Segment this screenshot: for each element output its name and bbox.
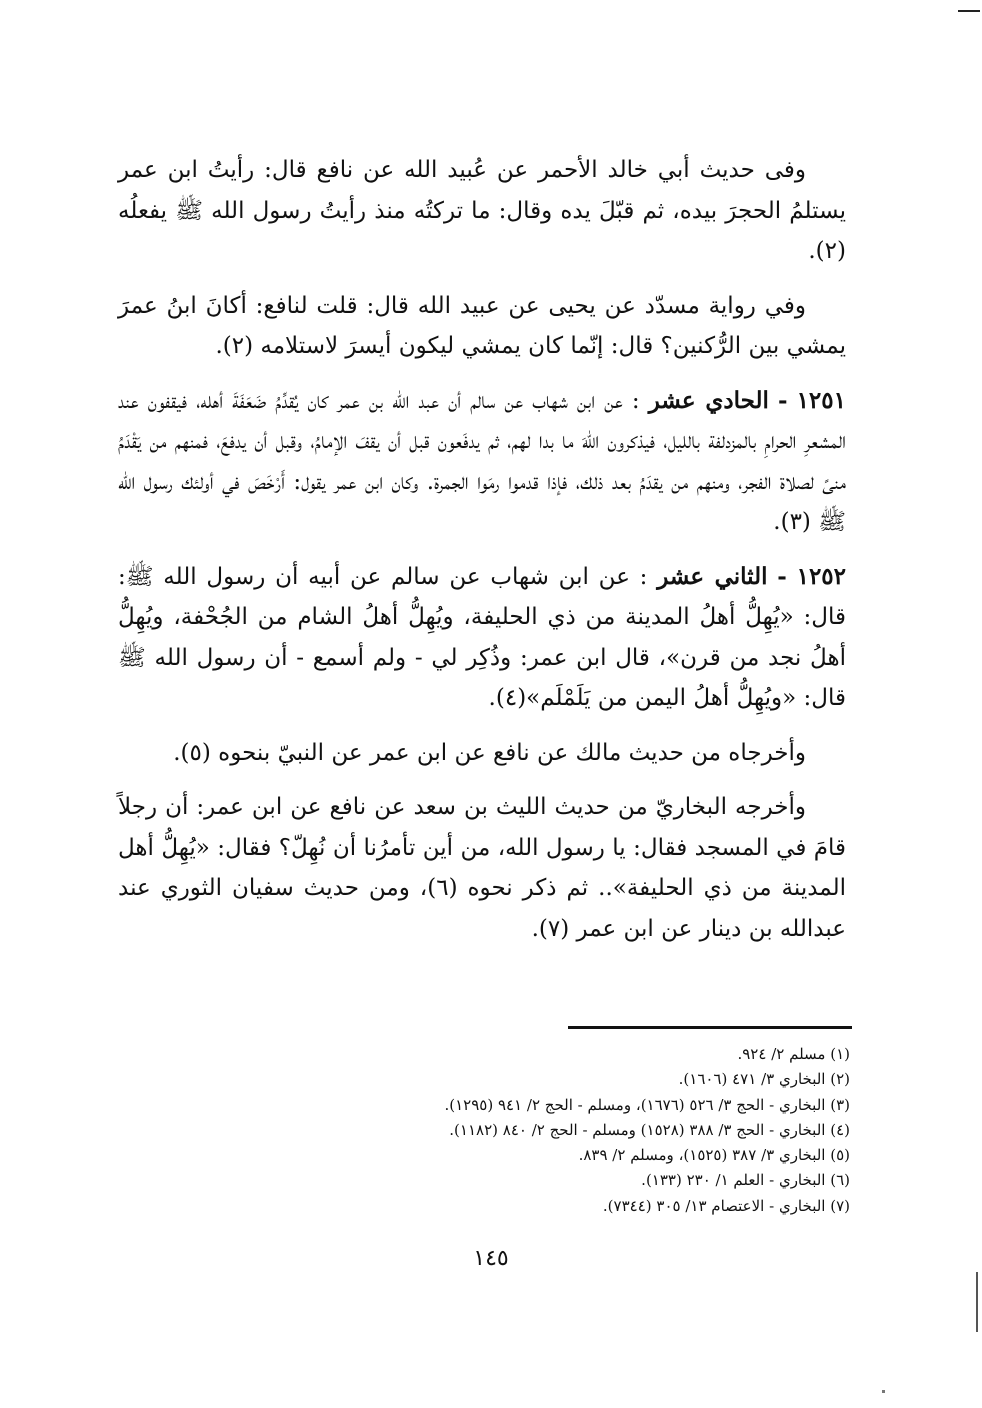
hadith-1252 [118, 557, 846, 719]
paragraph-text: وأخرجه البخاريّ من حديث الليث بن سعد عن نافع عن ابن عمر: أن رجلاً قامَ في المسجد فقال: يا رسول الله، من أين تأمرُنا أن نُهِلّ؟ فقال: «يُهِلُّ أهل المدينة من ذي الحليفة».. ثم ذكر نحوه (٦)، ومن حديث سفيان الثوري عند عبدالله بن دينار عن ابن عمر (٧). [118, 794, 846, 942]
hadith-heading: الحادي عشر [648, 386, 769, 414]
paragraph-musaddad [118, 286, 846, 367]
paragraph-text: وفي رواية مسدّد عن يحيى عن عبيد الله قال: قلت لنافع: أكانَ ابنُ عمرَ يمشي بين الرُّكنين؟ قال: إنّما كان يمشي ليكون أيسرَ لاستلامه (٢). [118, 292, 846, 359]
footnote-item: (٦) البخاري - العلم ١/ ٢٣٠ (١٣٣). [641, 1171, 850, 1190]
scan-speck [882, 1390, 885, 1393]
page-body [118, 150, 846, 963]
paragraph-malik [118, 733, 846, 774]
hadith-dash: - [777, 386, 788, 414]
hadith-text: : عن ابن شهاب عن سالم عن أبيه أن رسول الله ﷺ: قال: «يُهِلُّ أهلُ المدينة من ذي الحليفة، ويُهِلُّ أهلُ الشام من الجُحْفة، ويُهِلُّ أهلُ نجد من قرن»، قال ابن عمر: وذُكِر لي - ولم أسمع - أن رسول الله ﷺ قال: «ويُهِلُّ أهلُ اليمن من يَلَمْلَم»(٤). [118, 563, 846, 711]
footnote-item: (٥) البخاري ٣/ ٣٨٧ (١٥٢٥)، ومسلم ٢/ ٨٣٩. [578, 1146, 850, 1165]
top-corner-rule [958, 10, 980, 12]
footnote-item: (٣) البخاري - الحج ٣/ ٥٢٦ (١٦٧٦)، ومسلم - الحج ٢/ ٩٤١ (١٢٩٥). [444, 1095, 850, 1114]
hadith-dash: - [777, 562, 787, 590]
paragraph-bukhari [118, 787, 846, 949]
footnote-item: (٧) البخاري - الاعتصام ١٣/ ٣٠٥ (٧٣٤٤). [602, 1196, 850, 1215]
paragraph-text: وأخرجاه من حديث مالك عن نافع عن ابن عمر عن النبيّ بنحوه (٥). [173, 739, 806, 766]
hadith-number: ١٢٥٢ [796, 562, 847, 590]
page-number: ١٤٥ [473, 1246, 509, 1271]
footnote-item: (١) مسلم ٢/ ٩٢٤. [737, 1045, 850, 1063]
hadith-heading: الثاني عشر [657, 562, 768, 590]
hadith-text: : عن ابن شهاب عن سالم أن عبد الله بن عمر كان يُقدِّمُ ضَعَفَةَ أهله، فيقفون عند المشعرِ الحرامِ بالمزدلفة بالليل، فيذكرون اللهَ ما بدا لهم، ثم يدفَعون قبل أن يقفَ الإمامُ، وقبل أن يدفعَ، فمنهم من يَقْدَمُ منىً لصلاة الفجر، ومنهم من يقدَمُ بعد ذلك، فإذا قدموا رمَوا الجمرة. وكان ابن عمر يقول: أَرْخَصَ في أولئك رسول الله ﷺ (٣). [118, 387, 846, 535]
scan-edge-mark [976, 1272, 978, 1332]
footnote-item: (٤) البخاري - الحج ٣/ ٣٨٨ (١٥٢٨) ومسلم - الحج ٢/ ٨٤٠ (١١٨٢). [449, 1120, 850, 1139]
paragraph-abu-khalid [118, 150, 846, 272]
paragraph-text: وفى حديث أبي خالد الأحمر عن عُبيد الله عن نافع قال: رأيتُ ابن عمر يستلمُ الحجرَ بيده، ثم قبّلَ يده وقال: ما تركتُه منذ رأيتُ رسول الله ﷺ يفعلُه (٢). [118, 157, 846, 264]
hadith-number: ١٢٥١ [796, 386, 846, 414]
footnote-divider [568, 1026, 852, 1029]
footnotes-list [340, 1042, 850, 1219]
footnote-item: (٢) البخاري ٣/ ٤٧١ (١٦٠٦). [678, 1070, 850, 1089]
hadith-1251 [118, 381, 846, 543]
